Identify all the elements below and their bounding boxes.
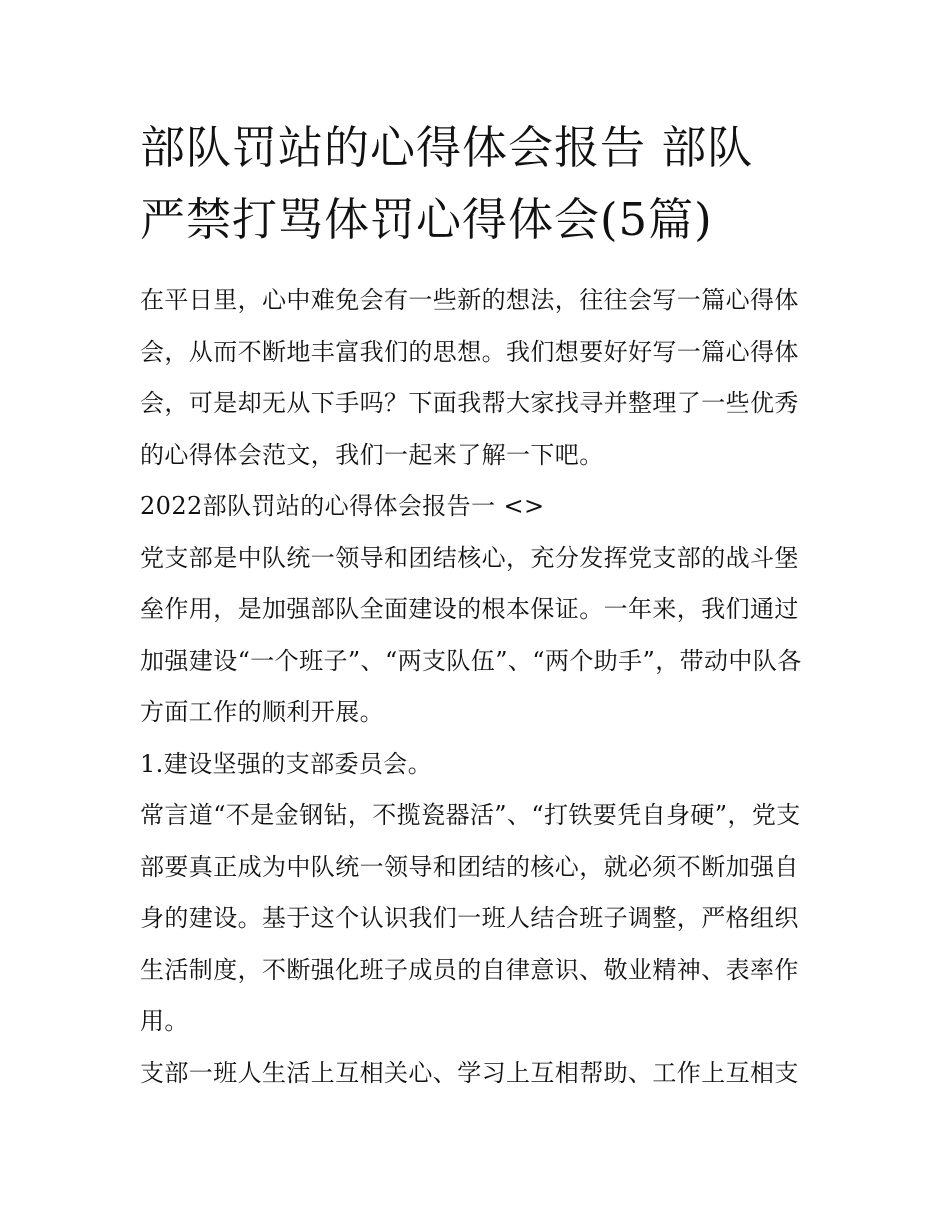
body-line: 加强建设“一个班子”、“两支队伍”、“两个助手”，带动中队各 xyxy=(140,646,802,675)
body-line: 会，从而不断地丰富我们的思想。我们想要好好写一篇心得体 xyxy=(140,337,799,366)
title-line-1: 部队罚站的心得体会报告 部队 xyxy=(140,121,754,174)
body-line: 垒作用，是加强部队全面建设的根本保证。一年来，我们通过 xyxy=(140,595,799,623)
body-line: 身的建设。基于这个认识我们一班人结合班子调整，严格组织 xyxy=(140,904,799,932)
body-line: 方面工作的顺利开展。 xyxy=(140,698,384,726)
body-line: 生活制度，不断强化班子成员的自律意识、敬业精神、表率作 xyxy=(140,955,799,984)
document-body xyxy=(140,275,820,1099)
body-line: 会，可是却无从下手吗？下面我帮大家找寻并整理了一些优秀 xyxy=(140,389,799,417)
body-line: 支部一班人生活上互相关心、学习上互相帮助、工作上互相支 xyxy=(140,1058,799,1087)
document-title xyxy=(140,112,820,256)
body-line: 的心得体会范文，我们一起来了解一下吧。 xyxy=(140,440,604,469)
subsection-heading: 1.建设坚强的支部委员会。 xyxy=(140,749,433,778)
section-heading: 2022部队罚站的心得体会报告一 <> xyxy=(140,492,545,520)
body-line: 部要真正成为中队统一领导和团结的核心，就必须不断加强自 xyxy=(140,852,799,881)
body-line: 常言道“不是金钢钻，不揽瓷器活”、“打铁要凭自身硬”，党支 xyxy=(140,801,801,829)
title-line-2: 严禁打骂体罚心得体会(5篇) xyxy=(140,193,713,246)
body-line: 在平日里，心中难免会有一些新的想法，往往会写一篇心得体 xyxy=(140,286,799,314)
body-line: 党支部是中队统一领导和团结核心，充分发挥党支部的战斗堡 xyxy=(140,543,799,572)
body-line: 用。 xyxy=(140,1007,189,1035)
